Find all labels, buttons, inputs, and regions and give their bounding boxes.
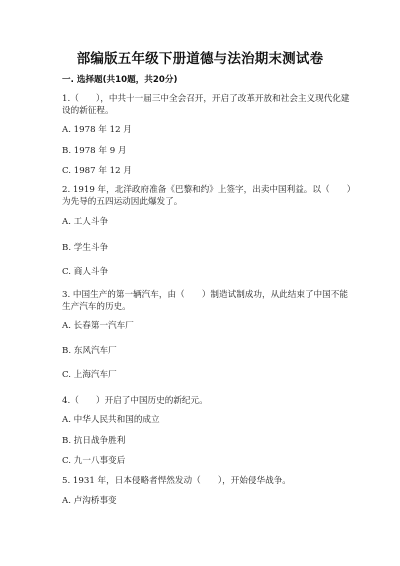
question-1-stem: 1.（ ），中共十一届三中全会召开，开启了改革开放和社会主义现代化建设的新征程。	[62, 94, 350, 116]
exam-title: 部编版五年级下册道德与法治期末测试卷	[76, 51, 324, 67]
question-2-option-c: C. 商人斗争	[62, 267, 109, 277]
question-4-option-a: A. 中华人民共和国的成立	[62, 415, 160, 425]
section-heading: 一. 选择题(共10题，共20分)	[62, 75, 178, 85]
question-3-option-c: C. 上海汽车厂	[62, 370, 117, 380]
question-4-stem: 4.（ ）开启了中国历史的新纪元。	[62, 396, 208, 406]
question-5-stem: 5. 1931 年，日本侵略者悍然发动（ ），开始侵华战争。	[62, 476, 291, 486]
question-4-option-b: B. 抗日战争胜利	[62, 436, 126, 446]
question-1-option-b: B. 1978 年 9 月	[62, 146, 127, 156]
question-3-stem: 3. 中国生产的第一辆汽车，由（ ）制造试制成功，从此结束了中国不能生产汽车的历史。	[62, 290, 348, 312]
question-2-option-b: B. 学生斗争	[62, 243, 109, 253]
question-3-option-a: A. 长春第一汽车厂	[62, 321, 134, 331]
question-1-option-a: A. 1978 年 12 月	[62, 125, 132, 135]
question-4-option-c: C. 九一八事变后	[62, 456, 126, 466]
question-5-option-a: A. 卢沟桥事变	[62, 496, 117, 506]
question-1-option-c: C. 1987 年 12 月	[62, 166, 132, 176]
question-3-option-b: B. 东风汽车厂	[62, 346, 117, 356]
question-2-option-a: A. 工人斗争	[62, 217, 109, 227]
question-2-stem: 2. 1919 年，北洋政府准备《巴黎和约》上签字，出卖中国利益。以（ ）为先导的五四运动因此爆发了。	[62, 185, 352, 207]
